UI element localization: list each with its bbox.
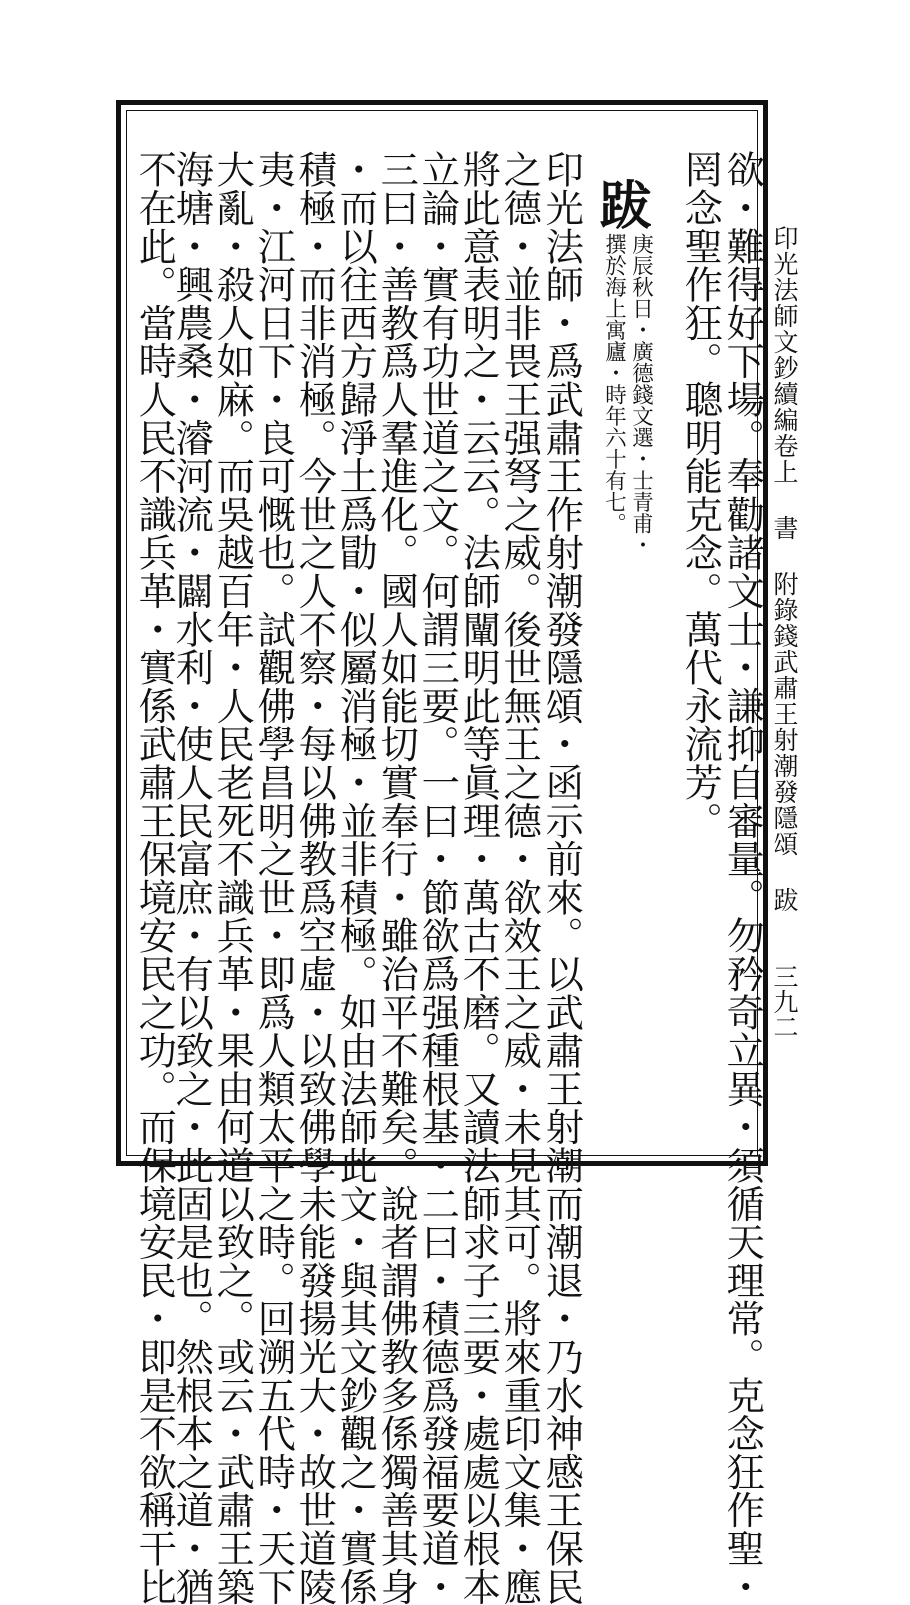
postscript-column: 夷・江河日下・良可慨也。試觀佛學昌明之世・即爲人類太平之時。回溯五代時・天下 <box>250 150 296 1605</box>
poem-line: 罔念聖作狂。聰明能克念。萬代永流芳。 <box>677 150 723 840</box>
postscript-column: ・而以往西方歸淨土爲勖・似屬消極・並非積極。如由法師此文・與其文鈔觀之・實係 <box>332 150 378 1605</box>
postscript-column: 將此意表明之・云云。法師闡明此等眞理・萬古不磨。又讀法師求子三要・處處以根本 <box>455 150 501 1605</box>
postscript-column: 三曰・善教爲人羣進化。國人如能切實奉行・雖治平不難矣。說者謂佛教多係獨善其身 <box>373 150 419 1605</box>
postscript-column: 大亂・殺人如麻。而吳越百年・人民老死不識兵革・果由何道以致之。或云・武肅王築 <box>209 150 255 1605</box>
postscript-title: 跋 <box>590 178 651 230</box>
postscript-column: 不在此。當時人民不識兵革・實係武肅王保境安民之功。而保境安民・即是不欲稱干比 <box>131 150 177 1605</box>
postscript-signature-line: 撰於海上寓廬・時年六十有七。 <box>601 233 627 534</box>
page-number: 三九二 <box>770 964 799 1039</box>
postscript-column: 立論・實有功世道之文。何謂三要。一曰・節欲爲强種根基・二曰・積德爲發福要道・ <box>414 150 460 1605</box>
section-label: 跋 <box>770 887 799 913</box>
poem-line: 欲・難得好下場。奉勸諸文士・謙抑自審量。勿矜奇立異・須循天理常。克念狂作聖・ <box>719 150 765 1605</box>
book-title: 印光法師文鈔續編卷上 <box>770 225 799 485</box>
postscript-column: 印光法師・爲武肅王作射潮發隱頌・函示前來。以武肅王射潮而潮退・乃水神感王保民 <box>538 150 584 1605</box>
postscript-column: 之德・並非畏王强弩之威。後世無王之德・欲效王之威・未見其可。將來重印文集・應 <box>496 150 542 1605</box>
section-subtitle: 附錄錢武肅王射潮發隱頌 <box>770 571 799 857</box>
postscript-column: 積極・而非消極。今世之人不察・每以佛教爲空虛・以致佛學未能發揚光大・故世道陵 <box>291 150 337 1605</box>
category-label: 書 <box>770 515 799 541</box>
running-head <box>772 225 797 913</box>
postscript-signature-line: 庚辰秋日・廣德錢文選・士青甫・ <box>628 233 654 556</box>
postscript-column: 海塘・興農桑・濬河流・闢水利・使人民富庶・有以致之・此固是也。然根本之道・猶 <box>168 150 214 1605</box>
